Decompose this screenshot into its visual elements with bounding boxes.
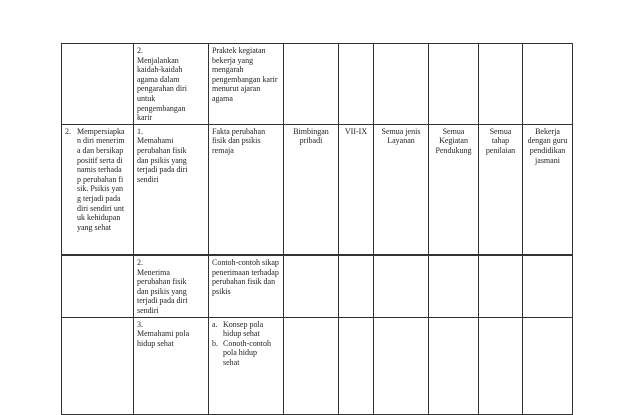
assessment-text: Semua tahap penilaian [485,126,516,155]
service-text: Semua jenis Layanan [381,126,421,146]
material-cell [209,44,284,125]
item-number: 1. [137,126,143,136]
collaboration-text: Bekerja dengan guru pendidikan jasmani [527,126,568,165]
goal-text: Mempersiapkan diri menerima dan bersikap positif serta dinamis terhadap perubahan fisik. Psikis yang terjadi pada diri sendiri untuk kehidupan yang sehat [77,126,125,232]
table-cell-empty [429,256,479,318]
support-text: Semua Kegiatan Pendukung [435,126,472,155]
table-cell-empty [62,256,134,318]
support-cell [429,124,479,254]
item-number: 2. [137,258,143,267]
table-cell-empty [339,256,374,318]
competency-text: Memahami pola hidup sehat [137,329,190,348]
material-subitem [212,339,280,368]
curriculum-table-top [61,43,573,255]
subitem-letter: a. [212,319,218,329]
table-row [62,124,573,254]
subitem-text: Konsep pola hidup sehat [223,319,264,339]
table-row [62,256,573,318]
subitem-text: Conoth-contoh pola hidup sehat [223,338,271,367]
collaboration-cell [523,124,573,254]
table-cell-empty [523,256,573,318]
material-cell [209,317,284,414]
goal-cell [62,124,134,254]
competency-text: Menerima perubahan fisik dan psikis yang terjadi pada diri sendiri [137,267,188,315]
table-cell-empty [339,44,374,125]
assessment-cell [479,124,523,254]
table-row [62,317,573,414]
curriculum-table-bottom [61,255,573,415]
table-cell-empty [479,256,523,318]
item-number: 2. [65,126,71,136]
grade-cell [339,124,374,254]
table-cell-empty [374,256,429,318]
table-cell-empty [429,317,479,414]
competency-cell [134,317,209,414]
table-cell-empty [374,44,429,125]
table-cell-empty [374,317,429,414]
table-cell-empty [523,44,573,125]
material-subitem [212,320,280,339]
field-cell [284,124,339,254]
table-cell-empty [62,44,134,125]
material-cell [209,256,284,318]
material-text: Fakta perubahan fisik dan psikis remaja [212,126,266,155]
table-row [62,44,573,125]
item-number: 2. [137,46,143,55]
competency-cell [134,256,209,318]
table-cell-empty [284,44,339,125]
material-cell [209,124,284,254]
competency-text: Memahami perubahan fisik dan psikis yang terjadi pada diri sendiri [137,136,188,184]
table-cell-empty [479,44,523,125]
table-cell-empty [62,317,134,414]
competency-cell [134,44,209,125]
table-cell-empty [339,317,374,414]
table-cell-empty [523,317,573,414]
competency-cell [134,124,209,254]
table-cell-empty [429,44,479,125]
competency-text: Menjalankan kaidah-kaidah agama dalam pengarahan diri untuk pengembangan karir [137,55,187,123]
field-text: Bimbingan pribadi [293,126,329,146]
table-cell-empty [284,256,339,318]
subitem-letter: b. [212,338,218,348]
grade-text: VII-IX [344,126,368,136]
item-number: 3. [137,319,143,329]
table-cell-empty [284,317,339,414]
material-text: Praktek kegiatan bekerja yang mengarah pengembangan karir menurut ajaran agama [212,46,278,103]
service-cell [374,124,429,254]
material-text: Contoh-contoh sikap penerimaan terhadap perubahan fisik dan psikis [212,258,279,296]
table-cell-empty [479,317,523,414]
